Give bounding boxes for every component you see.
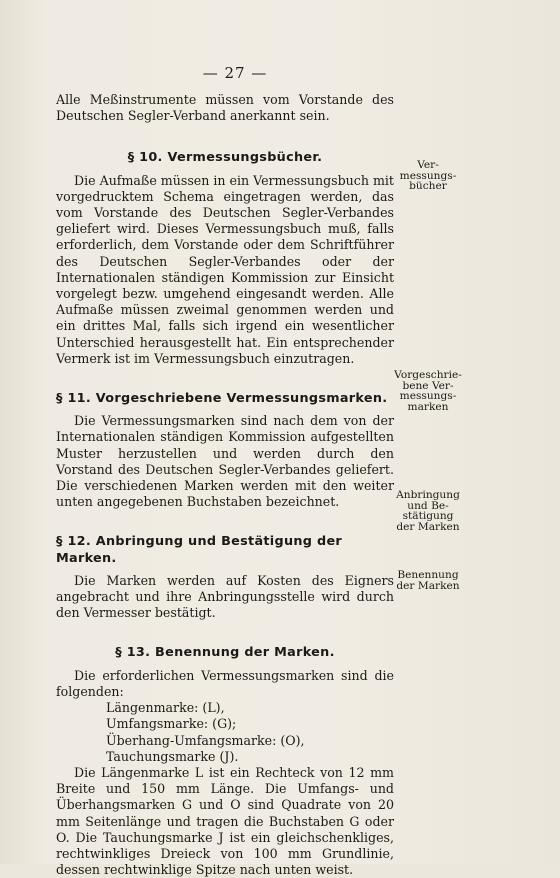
page-number: — 27 — [202, 64, 268, 82]
list-item: Längenmarke: (L), [106, 700, 225, 716]
section-11-heading: § 11. Vorgeschriebene Vermessungsmarken. [56, 391, 388, 407]
section-13-text-after: Die Längenmarke L ist ein Rechteck von 12 mm Breite und 150 mm Länge. Die Umfangs- und Überhangsmarken G und O sind Quadrate von 20 mm Seitenlänge und tragen die Buchstaben G oder O. Die Tauchungsmarke J ist ein gleichschenkliges, rechtwinkliges Dreieck von 100 mm Grundlinie, dessen rechtwinklige Spitze nach unten weist. [56, 764, 394, 878]
margin-note-section-11 [390, 370, 466, 412]
list-item: Tauchungsmarke (J). [106, 748, 239, 764]
page-body [56, 92, 394, 878]
margin-note-text: Vorgeschrie- bene Ver- messungs- marken [394, 369, 462, 413]
section-10-text: Die Aufmaße müssen in ein Vermessungsbuch mit vorgedrucktem Schema eingetragen werden, das vom Vorstande des Deutschen Segler-Verbandes geliefert wird. Dieses Vermessungsbuch muß, falls erforderlich, dem Vorstande oder dem Schriftführer des Deutschen Segler-Verbandes oder der Internationalen ständigen Kommission zur Einsicht vorgelegt bezw. umgehend eingesandt werden. Alle Aufmaße müssen zweimal genommen werden und ein drittes Mal, falls sich irgend ein wesentlicher Unterschied herausgestellt hat. Ein entsprechender Vermerk ist im Vermessungsbuch einzutragen. [56, 172, 394, 366]
section-11-text: Die Vermessungsmarken sind nach dem von der Internationalen ständigen Kommission aufgestellten Muster herzustellen und werden durch den Vorstand des Deutschen Segler-Verbandes geliefert. Die verschiedenen Marken werden mit den weiter unten angegebenen Buchstaben bezeichnet. [56, 413, 394, 510]
section-12-text: Die Marken werden auf Kosten des Eigners angebracht und ihre Anbringungsstelle wird durch den Vermesser bestätigt. [56, 572, 394, 621]
section-13-heading: § 13. Benennung der Marken. [115, 645, 335, 661]
section-13-text: Die erforderlichen Vermessungsmarken sind die folgenden: [56, 667, 394, 699]
margin-note-section-12 [390, 490, 466, 532]
margin-note-text: Ver- messungs- bücher [399, 159, 457, 193]
section-10-heading: § 10. Vermessungsbücher. [127, 150, 323, 166]
section-12-heading: § 12. Anbringung und Bestätigung der Marken. [56, 534, 343, 566]
list-item: Umfangsmarke: (G); [106, 716, 237, 732]
list-item: Überhang-Umfangsmarke: (O), [106, 732, 305, 748]
marks-list [106, 700, 394, 765]
margin-note-text: Anbringung und Be- stätigung der Marken [396, 489, 460, 533]
margin-note-text: Benennung der Marken [396, 569, 460, 592]
margin-note-section-10 [390, 160, 466, 192]
intro-paragraph: Alle Meßinstrumente müssen vom Vorstande des Deutschen Segler-Verband anerkannt sein. [56, 92, 394, 124]
margin-note-section-13 [390, 570, 466, 591]
